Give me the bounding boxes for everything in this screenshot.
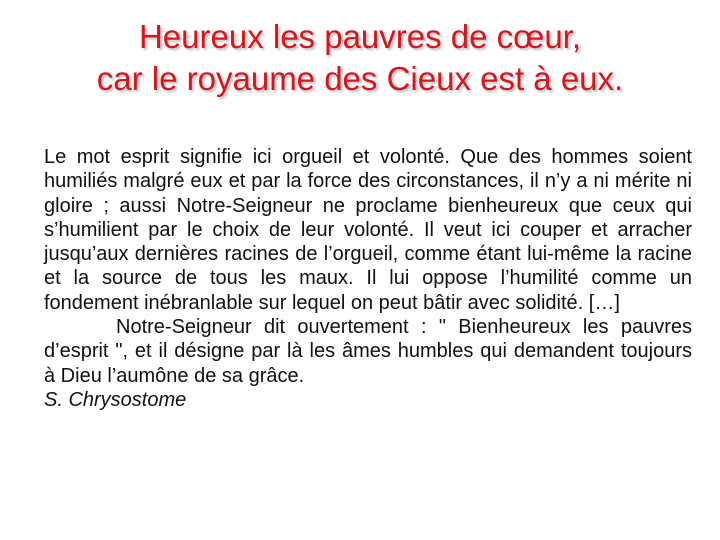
paragraph-1: Le mot esprit signifie ici orgueil et volonté. Que des hommes soient humiliés malgré eux et par la force des circonstances, il n’y a ni mérite ni gloire ; aussi Notre-Seigneur ne proclame bienheureux que ceux qui s’humilient par le choix de leur volonté. Il veut ici couper et arracher jusqu’aux dernières racines de l’orgueil, comme étant lui-même la racine et la source de tous les maux. Il lui oppose l’humilité comme un fondement inébranlable sur lequel on peut bâtir avec solidité. […]	[44, 146, 692, 314]
body-text	[44, 145, 692, 412]
paragraph-2: Notre-Seigneur dit ouvertement : " Bienheureux les pauvres d’esprit ", et il désigne par là les âmes humbles qui demandent toujours à Dieu l’aumône de sa grâce.	[44, 316, 692, 387]
title-line-2: car le royaume des Cieux est à eux.	[96, 60, 624, 97]
author-signature: S. Chrysostome	[44, 388, 187, 411]
title-line-1: Heureux les pauvres de cœur,	[138, 18, 582, 55]
slide-title	[0, 16, 720, 100]
